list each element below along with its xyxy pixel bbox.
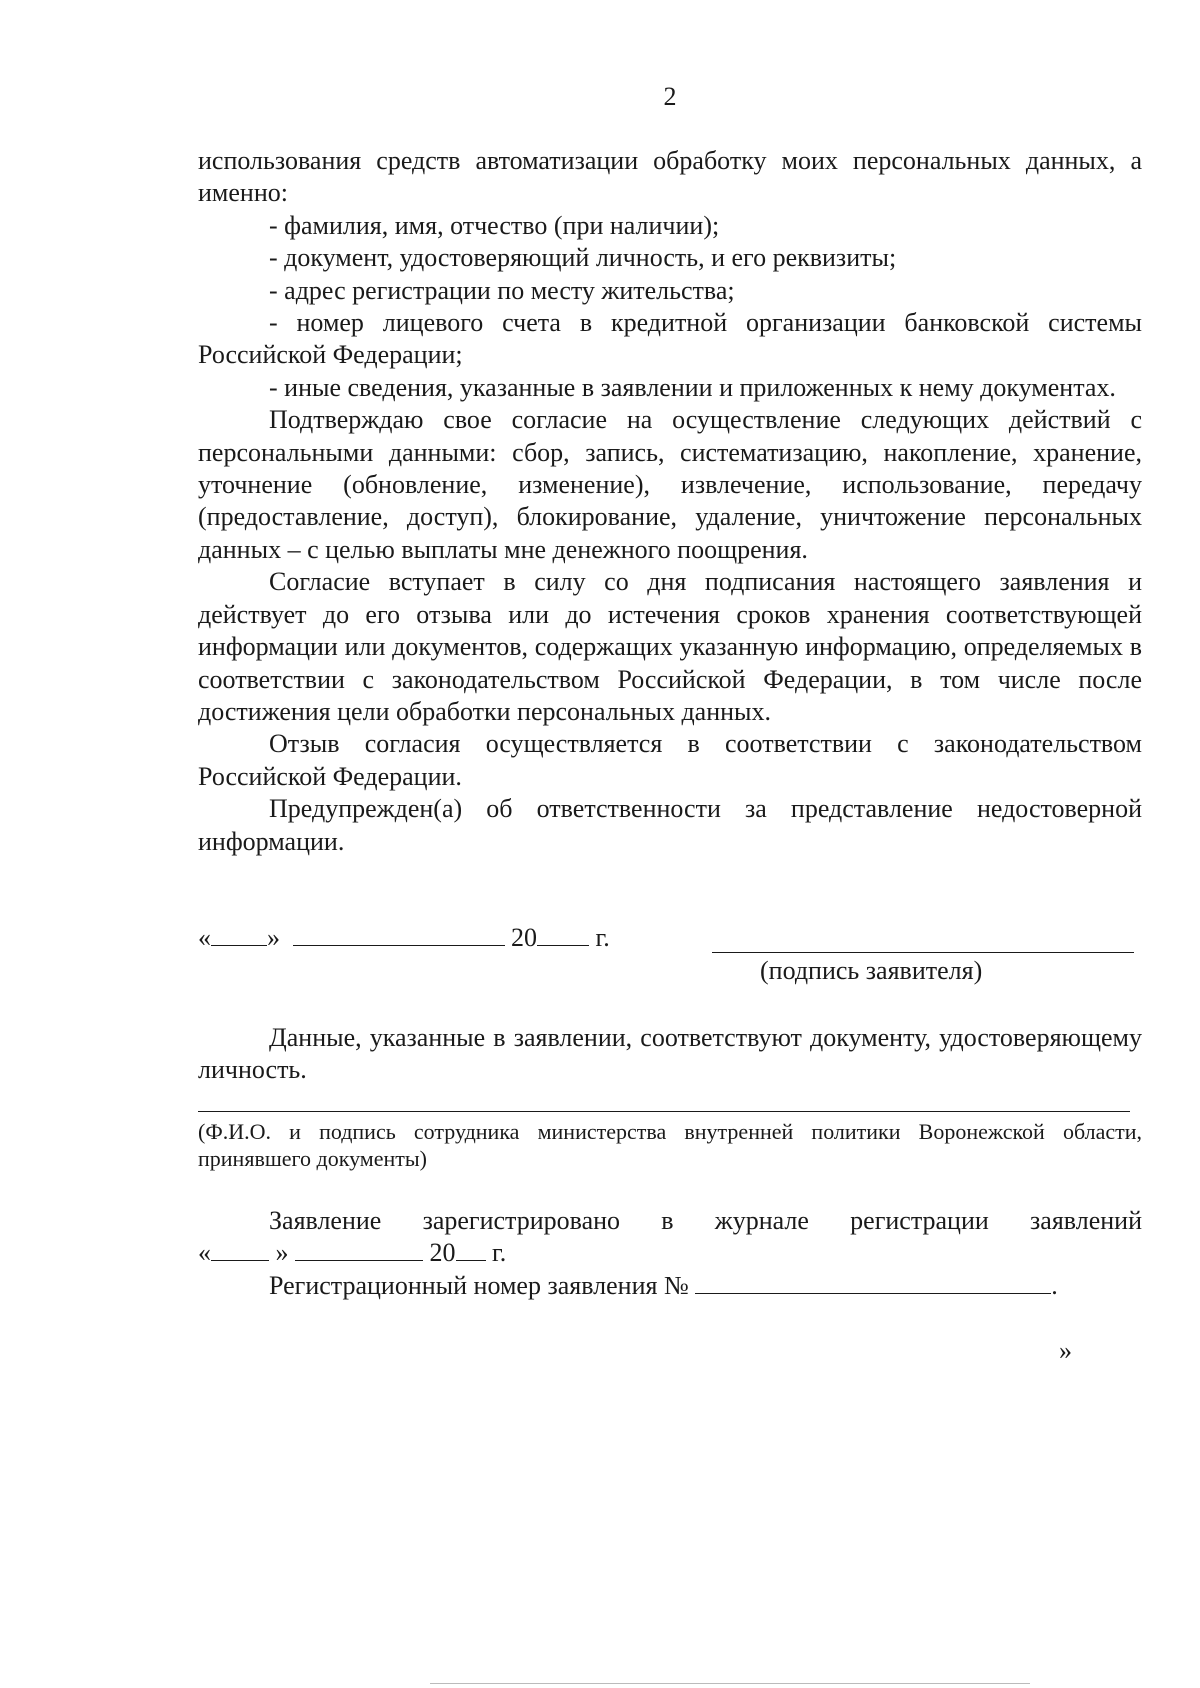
year-blank [537, 925, 589, 946]
data-item-address: - адрес регистрации по месту жительства; [269, 275, 735, 305]
consent-validity-paragraph: Согласие вступает в силу со дня подписания настоящего заявления и действует до его отзыва или до истечения сроков хранения соответствующей информации или документов, содержащих указанную информацию, определяемых в соответствии с законодательством Российской Федерации, в том числе после достижения цели обработки персональных данных. [198, 567, 1142, 726]
reg-close-quote: » [275, 1238, 289, 1268]
reg-day-blank [211, 1240, 269, 1261]
applicant-signature-line [712, 952, 1134, 953]
consent-actions-paragraph: Подтверждаю свое согласие на осуществление следующих действий с персональными данными: сбор, запись, систематизацию, накопление, хранение, уточнение (обновление, изменение), извлечение, использование, передачу (предоставление, доступ), блокирование, удаление, уничтожение персональных данных – с целью выплаты мне денежного поощрения. [198, 405, 1142, 564]
registration-number-blank [695, 1273, 1051, 1294]
closing-quote: » [1059, 1336, 1072, 1365]
page-number: 2 [663, 82, 677, 111]
date-close-quote: » [267, 923, 280, 952]
registration-number-label: Регистрационный номер заявления № [269, 1270, 689, 1300]
liability-warning-paragraph: Предупрежден(а) об ответственности за представление недостоверной информации. [198, 794, 1142, 856]
month-blank [293, 925, 505, 946]
consent-withdrawal-paragraph: Отзыв согласия осуществляется в соответствии с законодательством Российской Федерации. [198, 729, 1142, 791]
reg-open-quote: « [198, 1238, 211, 1268]
registration-date-row [198, 1237, 1142, 1269]
reg-month-blank [295, 1240, 423, 1261]
reg-year-suffix: г. [492, 1238, 507, 1268]
registration-statement: Заявление зарегистрировано в журнале регистрации заявлений [269, 1206, 1142, 1235]
data-item-name: - фамилия, имя, отчество (при наличии); [269, 210, 720, 240]
staff-signature-caption-block [198, 1118, 1142, 1172]
verification-block [198, 1022, 1142, 1087]
date-open-quote: « [198, 923, 211, 952]
registration-block [198, 1205, 1142, 1302]
verification-text: Данные, указанные в заявлении, соответствуют документу, удостоверяющему личность. [198, 1023, 1142, 1085]
applicant-signature-caption: (подпись заявителя) [760, 956, 983, 985]
reg-year-blank [456, 1240, 486, 1261]
data-item-id-document: - документ, удостоверяющий личность, и его реквизиты; [269, 243, 897, 273]
registration-number-row [198, 1270, 1142, 1302]
registration-number-end: . [1051, 1270, 1058, 1300]
year-suffix: г. [595, 923, 610, 952]
day-blank [211, 925, 267, 946]
reg-year-prefix: 20 [429, 1238, 456, 1268]
scan-edge-mark [430, 1683, 1030, 1684]
applicant-date-row [198, 925, 610, 951]
staff-signature-caption: (Ф.И.О. и подпись сотрудника министерства внутренней политики Воронежской области, принявшего документы) [198, 1119, 1142, 1171]
data-item-other: - иные сведения, указанные в заявлении и приложенных к нему документах. [269, 372, 1116, 402]
consent-body [198, 145, 1142, 858]
staff-signature-line [198, 1111, 1130, 1112]
data-item-bank-account: - номер лицевого счета в кредитной организации банковской системы Российской Федерации; [198, 308, 1142, 370]
year-prefix: 20 [511, 923, 537, 952]
consent-intro: использования средств автоматизации обработку моих персональных данных, а именно: [198, 146, 1142, 208]
